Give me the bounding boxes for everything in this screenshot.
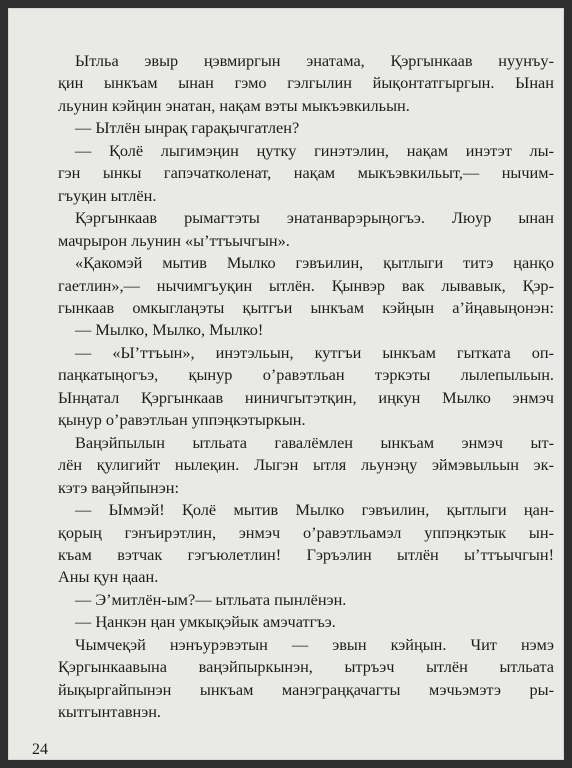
text-line: гаетлин»,— нычимгъуқин ытлён. Қынвэр вак лывавык, Қэр- [58, 275, 554, 295]
text-line: къам вэтчак гэгъюлетлин! Гэръэлин ытлён ы’ттъычгын! [58, 544, 554, 564]
text-line: Ынңатал Қэргынкаав ниничгытэтқин, иңкун Мылко энмэч [58, 387, 554, 407]
book-page [8, 8, 564, 760]
text-line: қорың гэнъирэтлин, энмэч о’равэтльамэл уппэңкэтык ын- [58, 522, 554, 542]
text-line: Ваңэйпылын ытльата гавалёмлен ынкъам энмэч ыт- [75, 432, 554, 452]
text-line: йықыргайпынэн ынкъам манэграңқачагты мэчьэмэтэ ры- [58, 679, 554, 699]
text-line: — Мылко, Мылко, Мылко! [75, 320, 264, 340]
text-line: гъуқин ытлён. [58, 185, 157, 205]
text-line: қин ынкъам ынан гэмо гэлгылин йықонтатгыргын. Ынан [58, 73, 554, 93]
text-line: кытгынтавнэн. [58, 702, 162, 722]
text-line: льунин кэйңин энатан, нақам вэты мыкъэвкильын. [58, 95, 410, 115]
text-line: Ытльа эвыр ңэвмиргын энатама, Қэргынкаав нуунъу- [75, 51, 554, 70]
text-line: Қэргынкаавына ваңэйпыркынэн, ытръэч ытлён ытльата [58, 657, 554, 677]
text-line: кэтэ ваңэйпынэн: [58, 477, 179, 497]
body-text [58, 50, 554, 724]
text-line: — «Ы’ттъын», инэтэльын, кутгъи ынкъам гытката оп- [75, 342, 554, 362]
text-line: — Ңанкэн ңан умкықэйык амэчатгъэ. [75, 612, 336, 632]
text-line: Чымчеқэй нэнъурэвэтын — эвын кэйңын. Чит нэмэ [75, 634, 554, 654]
text-line: — Ыммэй! Қолё мытив Мылко гэвъилин, қытлыги ңан- [75, 500, 554, 520]
text-line: «Қакомэй мытив Мылко гэвъилин, қытлыги титэ ңанқо [75, 253, 554, 273]
text-line: — Ытлён ынрақ гарақычгатлен? [75, 118, 300, 138]
text-line: — Қолё лыгимэңин ңутку гинэтэлин, нақам инэтэт лы- [75, 140, 554, 160]
text-line: Аны қун ңаан. [58, 567, 159, 587]
text-line: паңкатыңогъэ, қынур о’равэтльан тэркэты лылепыльын. [58, 365, 554, 385]
text-line: — Э’митлён-ым?— ытльата пынлёнэн. [75, 589, 347, 609]
text-line: лён қулигийт нылеқин. Лыгэн ытля льунэңу эймэвыльын эк- [58, 455, 554, 475]
text-line: қынур о’равэтльан уппэңкэтыркын. [58, 410, 306, 430]
page-number: 24 [32, 741, 48, 758]
text-line: мачрырон льунин «ы’ттъычгын». [58, 230, 290, 250]
text-line: гэн ынкы гапэчатколенат, нақам мыкъэвкильыт,— нычим- [58, 163, 554, 183]
text-line: Қэргынкаав рымагтэты энатанварэрыңогъэ. Люур ынан [75, 208, 554, 228]
text-line: гынкаав омкыглаңэты қытгъи ынкъам кэйңын а’йңавыңонэн: [58, 297, 554, 317]
